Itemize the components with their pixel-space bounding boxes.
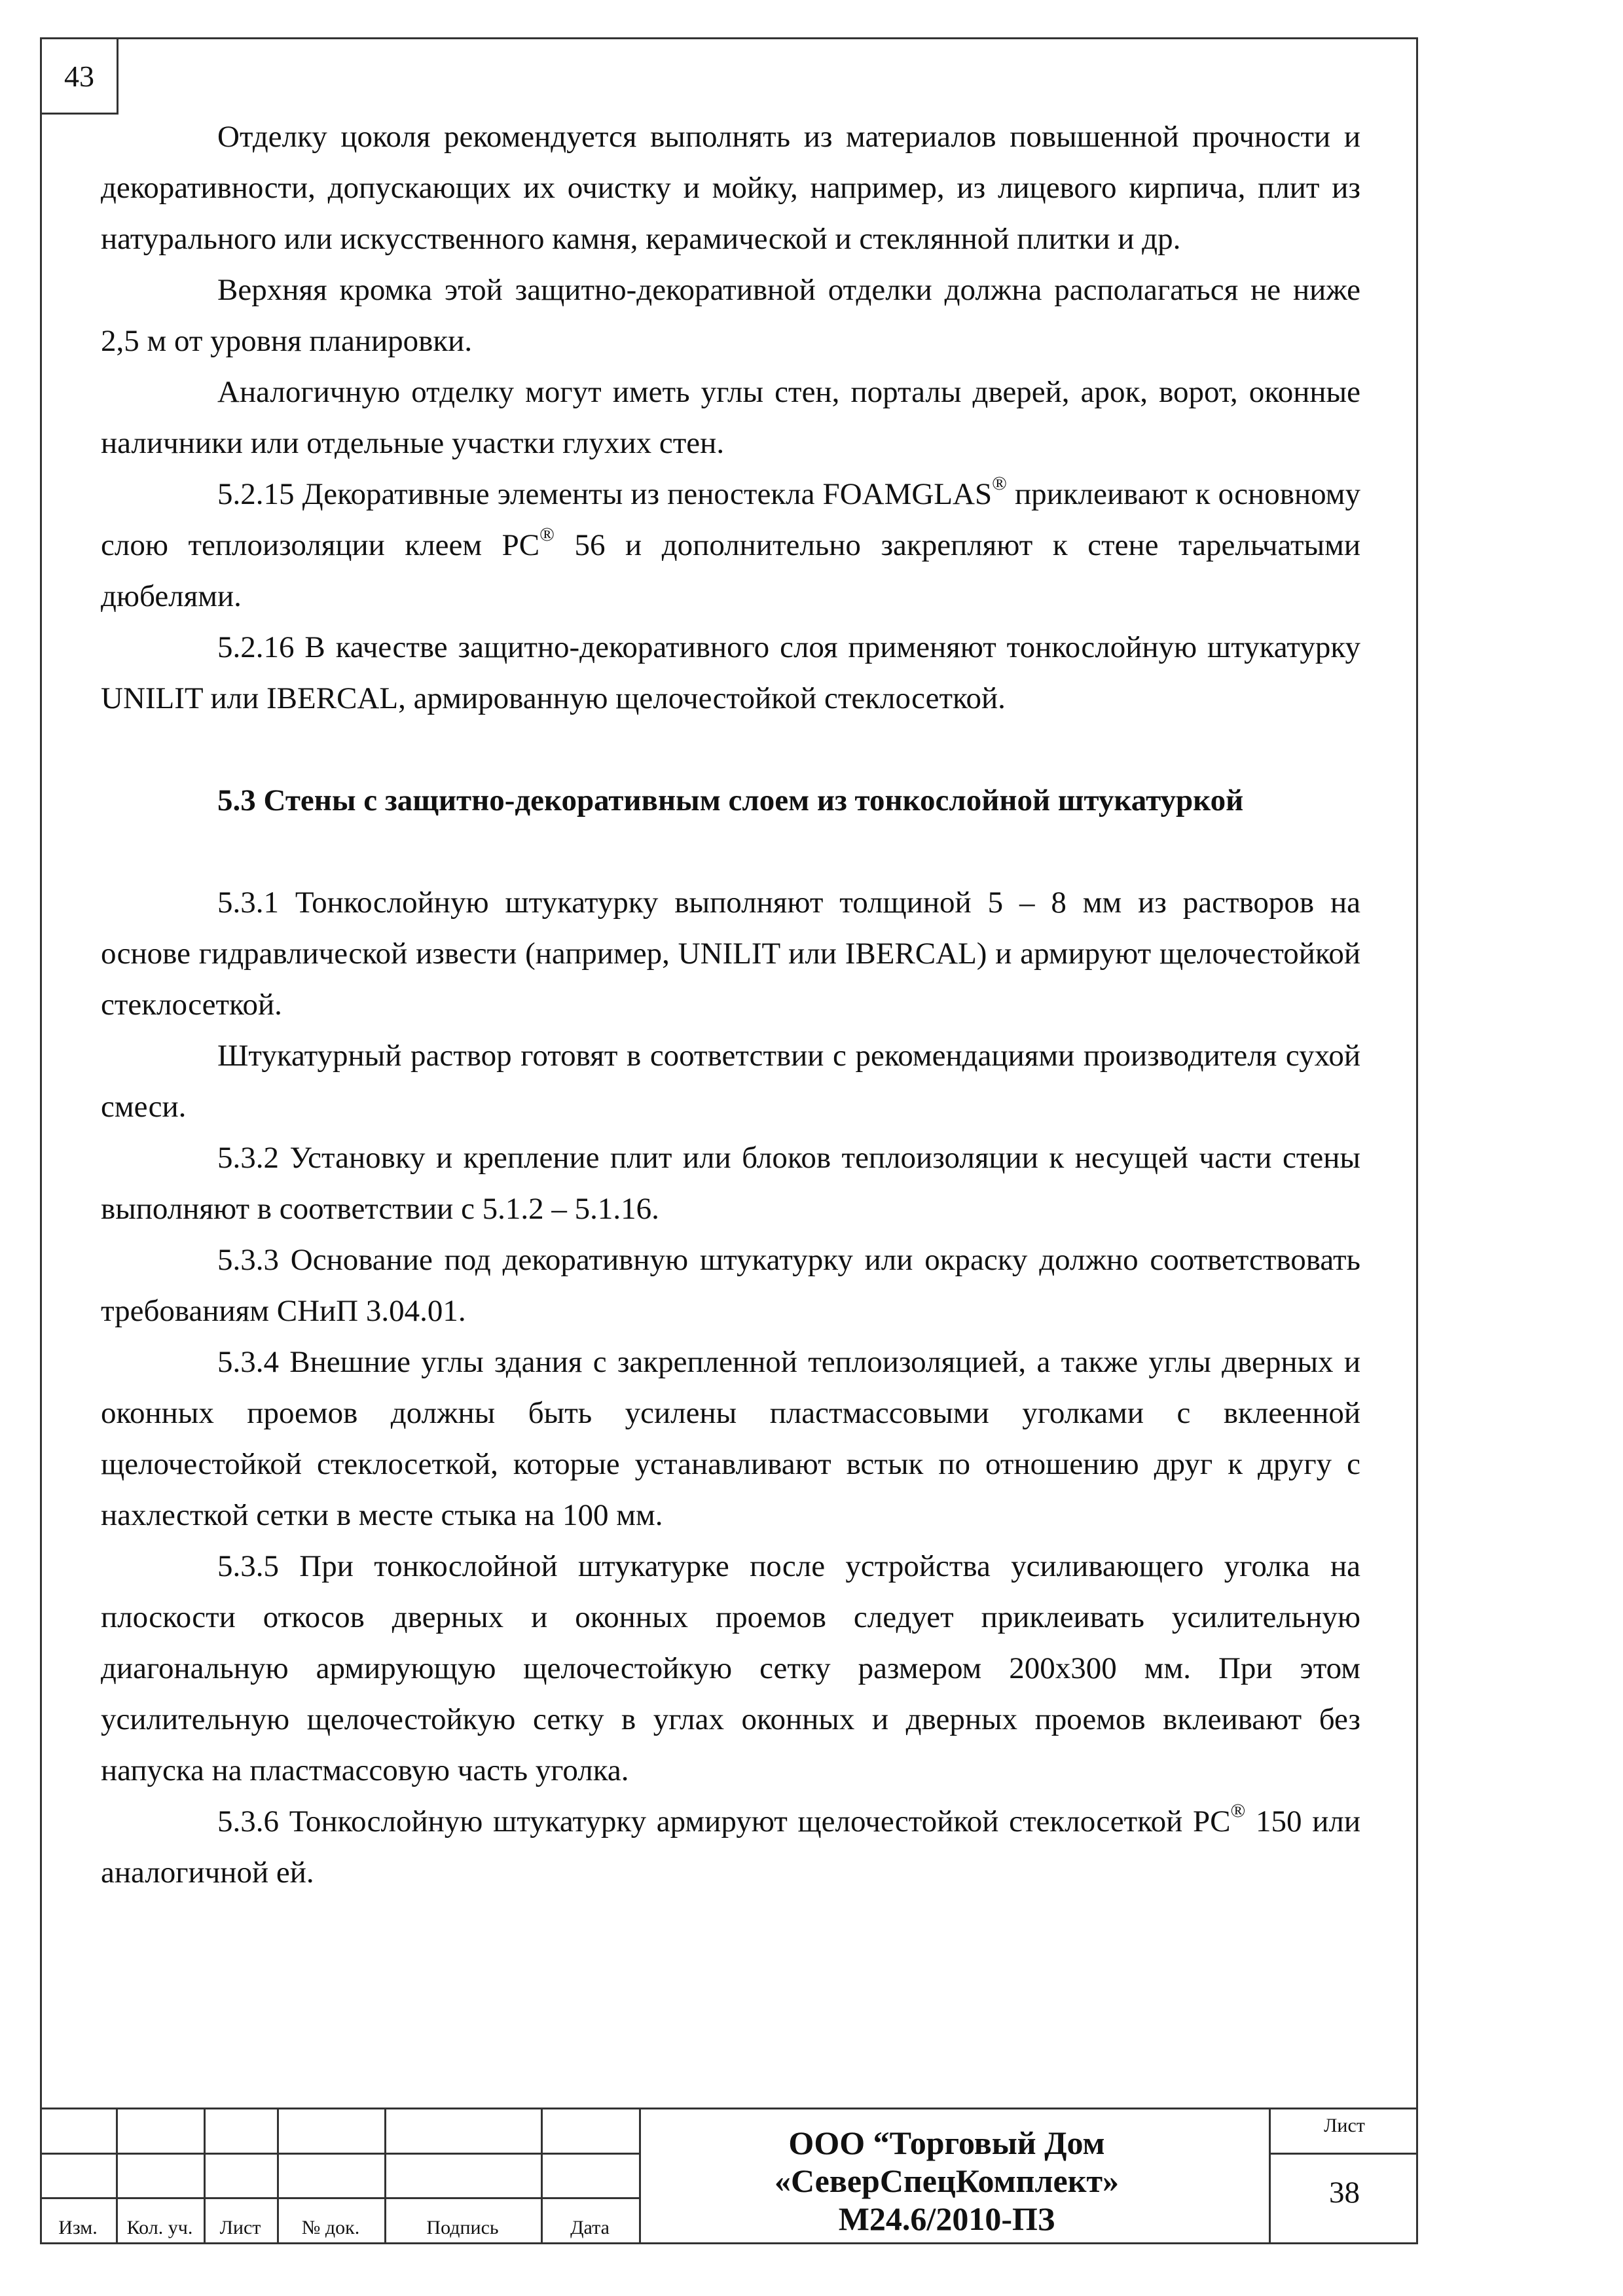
grid-line xyxy=(639,2109,641,2244)
text-fragment: приклеивают к основному слою теплоизоляции клеем PC xyxy=(101,477,1360,562)
section-heading: 5.3 Стены с защитно-декоративным слоем из тонкослойной штукатуркой xyxy=(217,783,1244,817)
registered-mark: ® xyxy=(992,473,1007,494)
title-block xyxy=(40,2108,1418,2244)
paragraph: Верхняя кромка этой защитно-декоративной отделки должна располагаться не ниже 2,5 м от уровня планировки. xyxy=(101,273,1360,358)
registered-mark: ® xyxy=(1230,1800,1246,1821)
document-body xyxy=(101,111,1360,1898)
paragraph: Аналогичную отделку могут иметь углы стен, порталы дверей, арок, ворот, оконные наличники или отдельные участки глухих стен. xyxy=(101,375,1360,460)
col-doc-label: № док. xyxy=(301,2217,360,2238)
paragraph-5-2-15 xyxy=(101,469,1360,622)
corner-page-number: 43 xyxy=(40,37,119,115)
sheet-label: Лист xyxy=(1324,2115,1365,2136)
col-kol-label: Кол. уч. xyxy=(126,2217,193,2238)
paragraph: 5.3.5 При тонкослойной штукатурке после устройства усиливающего уголка на плоскости откосов дверных и оконных проемов следует приклеивать усилительную диагональную армирующую щелочестойкую сетку размером 200х300 мм. При этом усилительную щелочестойкую сетку в углах оконных и дверных проемов вклеивают без напуска на пластмассовую часть уголка. xyxy=(101,1549,1360,1787)
grid-line xyxy=(40,2153,639,2155)
col-izm-label: Изм. xyxy=(58,2217,98,2238)
paragraph: 5.3.4 Внешние углы здания с закрепленной теплоизоляцией, а также углы дверных и оконных проемов должны быть усилены пластмассовыми уголками с вклеенной щелочестойкой стеклосеткой, которые устанавливают встык по отношению друг к другу с нахлесткой сетки в месте стыка на 100 мм. xyxy=(101,1345,1360,1532)
paragraph: 5.2.16 В качестве защитно-декоративного слоя применяют тонкослойную штукатурку UNILIT или IBERCAL, армированную щелочестойкой стеклосеткой. xyxy=(101,630,1360,715)
text-fragment: 56 и дополнительно закрепляют к стене тарельчатыми дюбелями. xyxy=(101,528,1360,613)
paragraph: 5.3.3 Основание под декоративную штукатурку или окраску должно соответствовать требованиям СНиП 3.04.01. xyxy=(101,1243,1360,1328)
text-fragment: 5.3.6 Тонкослойную штукатурку армируют щелочестойкой стеклосеткой PC xyxy=(217,1804,1231,1839)
col-list-label: Лист xyxy=(219,2217,261,2238)
grid-line xyxy=(40,2197,639,2199)
sheet-number: 38 xyxy=(1329,2176,1360,2210)
text-fragment: 5.2.15 Декоративные элементы из пеностекла FOAMGLAS xyxy=(217,477,993,511)
registered-mark: ® xyxy=(539,524,555,545)
org-line: ООО “Торговый Дом xyxy=(788,2125,1105,2161)
org-line: «СеверСпецКомплект» xyxy=(774,2162,1120,2199)
paragraph: 5.3.1 Тонкослойную штукатурку выполняют толщиной 5 – 8 мм из растворов на основе гидравлической извести (например, UNILIT или IBERCAL) и армируют щелочестойкой стеклосеткой. xyxy=(101,886,1360,1022)
spacer xyxy=(101,826,1360,877)
grid-line xyxy=(1269,2153,1418,2155)
document-code: М24.6/2010-ПЗ xyxy=(838,2200,1055,2237)
paragraph-5-3-6 xyxy=(101,1796,1360,1898)
col-date-label: Дата xyxy=(570,2217,610,2238)
organization-title xyxy=(649,2124,1245,2238)
paragraph: 5.3.2 Установку и крепление плит или блоков теплоизоляции к несущей части стены выполняют в соответствии с 5.1.2 – 5.1.16. xyxy=(101,1141,1360,1226)
col-sign-label: Подпись xyxy=(426,2217,499,2238)
text-fragment: 150 или аналогичной ей. xyxy=(101,1804,1360,1890)
paragraph: Штукатурный раствор готовят в соответствии с рекомендациями производителя сухой смеси. xyxy=(101,1039,1360,1124)
paragraph: Отделку цоколя рекомендуется выполнять из материалов повышенной прочности и декоративности, допускающих их очистку и мойку, например, из лицевого кирпича, плит из натурального или искусственного камня, керамической и стеклянной плитки и др. xyxy=(101,120,1360,256)
spacer xyxy=(101,724,1360,775)
